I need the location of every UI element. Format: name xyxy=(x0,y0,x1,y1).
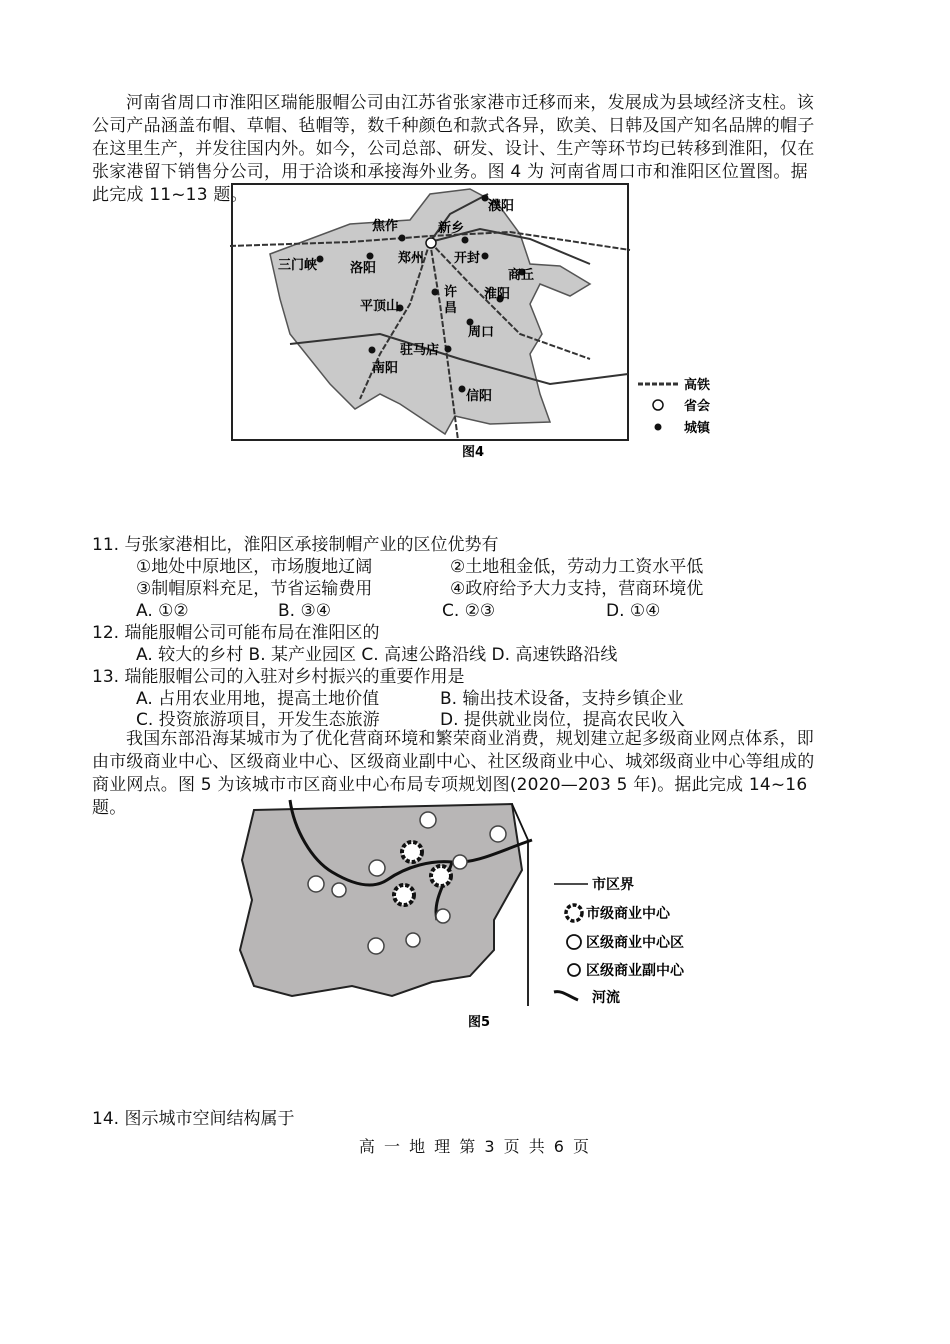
henan-province-shape xyxy=(270,189,590,434)
figure-4-map xyxy=(230,184,730,464)
city-label: 南阳 xyxy=(372,361,399,376)
legend-capital: 省会 xyxy=(684,399,711,414)
q11-option-b[interactable]: B. ③④ xyxy=(278,601,331,621)
city-label: 信阳 xyxy=(466,389,493,404)
city-label: 商丘 xyxy=(508,268,535,283)
q11-item-1: ①地处中原地区，市场腹地辽阔 xyxy=(136,557,373,577)
city-label: 焦作 xyxy=(372,219,399,234)
legend-district-subcenter: 区级商业副中心 xyxy=(586,963,684,979)
q13-option-b[interactable]: B. 输出技术设备，支持乡镇企业 xyxy=(440,689,684,709)
city-label: 昌 xyxy=(444,301,458,316)
page-footer: 高 一 地 理 第 3 页 共 6 页 xyxy=(358,1137,592,1156)
city-label: 濮阳 xyxy=(488,199,515,214)
question-12-stem: 12. 瑞能服帽公司可能布局在淮阳区的 xyxy=(92,623,380,643)
legend-high-speed-rail: 高铁 xyxy=(684,378,711,393)
city-label: 洛阳 xyxy=(350,261,377,276)
provincial-capital-marker xyxy=(426,238,436,248)
city-level-center xyxy=(394,885,414,905)
city-label: 平顶山 xyxy=(360,299,400,314)
city-label: 开封 xyxy=(454,251,481,266)
figure-5-map xyxy=(232,800,684,1032)
q11-item-4: ④政府给予大力支持，营商环境优 xyxy=(450,579,704,599)
q13-option-a[interactable]: A. 占用农业用地，提高土地价值 xyxy=(136,689,380,709)
q11-option-d[interactable]: D. ①④ xyxy=(606,601,661,621)
question-13-stem: 13. 瑞能服帽公司的入驻对乡村振兴的重要作用是 xyxy=(92,667,465,687)
q11-option-a[interactable]: A. ①② xyxy=(136,601,189,621)
figure-4-caption: 图4 xyxy=(462,445,485,460)
legend-city-center: 市级商业中心 xyxy=(586,906,670,922)
q13-option-c[interactable]: C. 投资旅游项目，开发生态旅游 xyxy=(136,710,380,730)
legend-district-center: 区级商业中心区 xyxy=(586,935,684,951)
legend-river: 河流 xyxy=(592,990,620,1006)
city-label: 许 xyxy=(444,285,458,300)
passage-2: 我国东部沿海某城市为了优化营商环境和繁荣商业消费，规划建立起多级商业网点体系，即由市级商业中心、区级商业中心、区级商业副中心、社区级商业中心、城郊级商业中心等组成的商业网点。图 5 为该城市市区商业中心布局专项规划图(2020—203 5 年)。据此完成 14~16 题。 xyxy=(92,729,815,818)
q11-item-3: ③制帽原料充足，节省运输费用 xyxy=(136,579,373,599)
legend-city-boundary: 市区界 xyxy=(592,877,634,893)
legend-town: 城镇 xyxy=(684,421,711,436)
city-level-center xyxy=(431,866,451,886)
city-level-center xyxy=(402,842,422,862)
question-11-stem: 11. 与张家港相比，淮阳区承接制帽产业的区位优势有 xyxy=(92,535,499,555)
q11-option-c[interactable]: C. ②③ xyxy=(442,601,496,621)
city-district-area xyxy=(240,804,522,996)
city-label: 郑州 xyxy=(398,251,425,266)
passage-1: 河南省周口市淮阳区瑞能服帽公司由江苏省张家港市迁移而来，发展成为县域经济支柱。该公司产品涵盖布帽、草帽、毡帽等，数千种颜色和款式各异，欧美、日韩及国产知名品牌的帽子在这里生产，并发往国内外。如今，公司总部、研发、设计、生产等环节均已转移到淮阳，仅在张家港留下销售分公司，用于洽谈和承接海外业务。图 4 为 河南省周口市和淮阳区位置图。据此完成 11~13 题。 xyxy=(92,93,815,205)
city-label: 三门峡 xyxy=(278,258,318,273)
question-14-stem: 14. 图示城市空间结构属于 xyxy=(92,1109,295,1129)
city-label: 新乡 xyxy=(438,221,465,236)
city-label: 驻马店 xyxy=(400,343,440,358)
q13-option-d[interactable]: D. 提供就业岗位，提高农民收入 xyxy=(440,710,685,730)
city-label: 淮阳 xyxy=(484,287,511,302)
figure-5-caption: 图5 xyxy=(468,1015,491,1030)
q12-options[interactable]: A. 较大的乡村 B. 某产业园区 C. 高速公路沿线 D. 高速铁路沿线 xyxy=(136,645,618,665)
city-label: 周口 xyxy=(468,325,495,340)
q11-item-2: ②土地租金低，劳动力工资水平低 xyxy=(450,557,704,577)
